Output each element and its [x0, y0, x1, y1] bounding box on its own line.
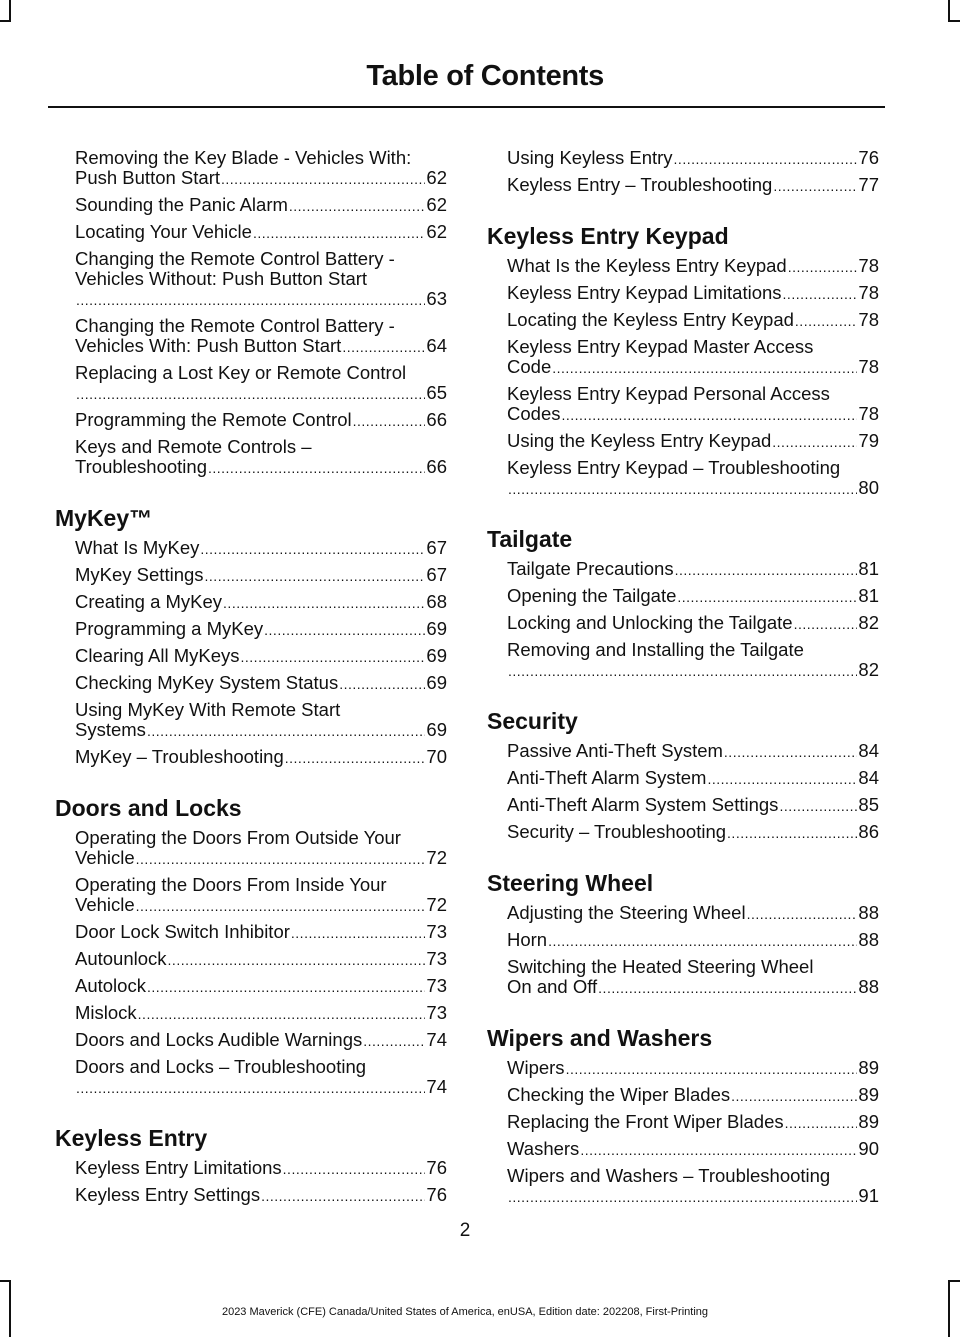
- toc-entry-label: Checking MyKey System Status: [75, 673, 339, 693]
- toc-entry-line: [75, 1030, 447, 1051]
- toc-entry[interactable]: [487, 431, 879, 452]
- dot-leader: [342, 337, 425, 357]
- dot-leader: [291, 923, 426, 943]
- toc-entry-line: [507, 1186, 879, 1207]
- toc-entry-label: Anti-Theft Alarm System: [507, 768, 707, 788]
- toc-entry[interactable]: [487, 586, 879, 607]
- toc-page-number: 76: [426, 1158, 447, 1178]
- dot-leader: [783, 284, 858, 304]
- toc-right-column: [487, 148, 879, 1213]
- dot-leader: [208, 458, 425, 478]
- toc-entry-line: [507, 1112, 879, 1133]
- toc-entry-line: [507, 1058, 879, 1079]
- toc-entry[interactable]: [55, 875, 447, 916]
- toc-entry-line: [507, 930, 879, 951]
- toc-entry-label: MyKey – Troubleshooting: [75, 747, 284, 767]
- toc-entry-title: Replacing a Lost Key or Remote Control: [75, 363, 407, 383]
- toc-entry-line: [507, 795, 879, 816]
- toc-entry[interactable]: [55, 592, 447, 613]
- dot-leader: [794, 614, 858, 634]
- toc-entry-label: Keyless Entry – Troubleshooting: [507, 175, 773, 195]
- toc-entry[interactable]: [487, 1112, 879, 1133]
- toc-page-number: 69: [426, 719, 447, 740]
- section-heading: Tailgate: [487, 526, 573, 552]
- dot-leader: [221, 169, 425, 189]
- toc-page-number: 84: [858, 768, 879, 788]
- toc-entry-line: [75, 1185, 447, 1206]
- toc-entry-line: [75, 168, 447, 189]
- toc-entry[interactable]: [487, 768, 879, 789]
- toc-entry-label: Systems: [75, 719, 146, 740]
- dot-leader: [552, 358, 857, 378]
- toc-page-number: 73: [426, 922, 447, 942]
- toc-page-number: 77: [858, 175, 879, 195]
- toc-page-number: 90: [858, 1139, 879, 1159]
- dot-leader: [147, 977, 425, 997]
- toc-entry[interactable]: [487, 283, 879, 304]
- section-heading: MyKey™: [55, 505, 153, 531]
- toc-entry-label: Washers: [507, 1139, 580, 1159]
- toc-page-number: 78: [858, 283, 879, 303]
- toc-entry-title: Operating the Doors From Outside Your: [75, 828, 401, 848]
- toc-page-number: 64: [426, 335, 447, 356]
- crop-mark: [948, 20, 960, 22]
- toc-entry-label: Code: [507, 356, 552, 377]
- toc-entry-line: [75, 538, 447, 559]
- toc-page-number: 84: [858, 741, 879, 761]
- toc-page-number: 74: [426, 1076, 447, 1097]
- toc-entry[interactable]: [487, 1166, 879, 1207]
- toc-entry-label: Adjusting the Steering Wheel: [507, 903, 746, 923]
- toc-entry-label: Opening the Tailgate: [507, 586, 677, 606]
- toc-page-number: 78: [858, 356, 879, 377]
- dot-leader: [707, 769, 857, 789]
- toc-entry[interactable]: [487, 384, 879, 425]
- toc-entry-label: What Is MyKey: [75, 538, 200, 558]
- toc-entry-label: Vehicles With: Push Button Start: [75, 335, 342, 356]
- toc-entry[interactable]: [55, 222, 447, 243]
- toc-entry-label: Mislock: [75, 1003, 137, 1023]
- toc-entry-label: Doors and Locks Audible Warnings: [75, 1030, 363, 1050]
- dot-leader: [772, 432, 857, 452]
- toc-entry-line: [75, 289, 447, 310]
- toc-entry-line: [507, 431, 879, 452]
- toc-entry-title: Changing the Remote Control Battery - Vehicles Without: Push Button Start: [75, 249, 395, 289]
- toc-entry-line: [75, 410, 447, 431]
- toc-entry-label: Replacing the Front Wiper Blades: [507, 1112, 784, 1132]
- toc-entry-label: What Is the Keyless Entry Keypad: [507, 256, 787, 276]
- dot-leader: [508, 1187, 857, 1207]
- toc-entry[interactable]: [55, 1158, 447, 1179]
- toc-page-number: 65: [426, 382, 447, 403]
- dot-leader: [200, 539, 425, 559]
- dot-leader: [76, 290, 425, 310]
- dot-leader: [147, 721, 425, 741]
- toc-entry[interactable]: [487, 795, 879, 816]
- toc-entry[interactable]: [55, 747, 447, 768]
- toc-page-number: 72: [426, 894, 447, 915]
- toc-entry-line: [75, 619, 447, 640]
- toc-page-number: 66: [426, 456, 447, 477]
- toc-entry-label: On and Off: [507, 976, 598, 997]
- toc-entry-title: Using MyKey With Remote Start: [75, 700, 341, 720]
- toc-page-number: 88: [858, 930, 879, 950]
- toc-entry[interactable]: [55, 646, 447, 667]
- toc-entry-line: [507, 903, 879, 924]
- toc-entry[interactable]: [487, 1058, 879, 1079]
- toc-entry-line: [507, 586, 879, 607]
- toc-page-number: 78: [858, 256, 879, 276]
- toc-entry-line: [75, 895, 447, 916]
- dot-leader: [168, 950, 426, 970]
- toc-entry-label: Anti-Theft Alarm System Settings: [507, 795, 779, 815]
- toc-entry-label: Vehicle: [75, 894, 135, 915]
- dot-leader: [773, 176, 857, 196]
- dot-leader: [205, 566, 426, 586]
- toc-entry-line: [75, 720, 447, 741]
- crop-mark: [948, 1280, 950, 1337]
- toc-entry-line: [75, 949, 447, 970]
- toc-page-number: 68: [426, 592, 447, 612]
- toc-entry-title: Keyless Entry Keypad Personal Access: [507, 384, 830, 404]
- toc-page-number: 76: [426, 1185, 447, 1205]
- dot-leader: [339, 674, 425, 694]
- toc-entry[interactable]: [55, 949, 447, 970]
- toc-page-number: 73: [426, 949, 447, 969]
- toc-page-number: 80: [858, 477, 879, 498]
- dot-leader: [677, 587, 857, 607]
- toc-entry-label: Security – Troubleshooting: [507, 822, 727, 842]
- toc-page-number: 82: [858, 659, 879, 680]
- toc-page-number: 81: [858, 586, 879, 606]
- toc-entry-label: Locating the Keyless Entry Keypad: [507, 310, 794, 330]
- crop-mark: [0, 20, 11, 22]
- crop-mark: [9, 0, 11, 22]
- toc-entry[interactable]: [55, 700, 447, 741]
- toc-entry-label: Wipers: [507, 1058, 565, 1078]
- toc-entry-line: [75, 565, 447, 586]
- dot-leader: [223, 593, 425, 613]
- toc-entry-line: [75, 1158, 447, 1179]
- dot-leader: [136, 896, 426, 916]
- toc-entry[interactable]: [487, 256, 879, 277]
- section-heading: Steering Wheel: [487, 870, 654, 896]
- toc-entry[interactable]: [487, 559, 879, 580]
- toc-entry-label: Sounding the Panic Alarm: [75, 195, 288, 215]
- toc-entry-label: Codes: [507, 403, 561, 424]
- toc-entry-line: [507, 559, 879, 580]
- toc-entry-title: Switching the Heated Steering Wheel: [507, 957, 814, 977]
- toc-page-number: 85: [858, 795, 879, 815]
- toc-entry-line: [507, 404, 879, 425]
- toc-entry-line: [75, 1077, 447, 1098]
- toc-entry-line: [75, 673, 447, 694]
- toc-entry-label: Keyless Entry Keypad Limitations: [507, 283, 782, 303]
- dot-leader: [731, 1086, 857, 1106]
- dot-leader: [283, 1159, 426, 1179]
- toc-entry-label: Horn: [507, 930, 548, 950]
- toc-entry-line: [507, 822, 879, 843]
- toc-entry-label: Door Lock Switch Inhibitor: [75, 922, 290, 942]
- toc-entry-line: [507, 148, 879, 169]
- toc-entry[interactable]: [55, 1057, 447, 1098]
- toc-entry-line: [507, 977, 879, 998]
- toc-page-number: 73: [426, 1003, 447, 1023]
- toc-entry-line: [507, 768, 879, 789]
- toc-entry[interactable]: [487, 148, 879, 169]
- toc-entry-line: [75, 646, 447, 667]
- toc-page-number: 88: [858, 903, 879, 923]
- dot-leader: [76, 384, 425, 404]
- dot-leader: [674, 149, 858, 169]
- toc-entry[interactable]: [55, 1030, 447, 1051]
- toc-page-number: 63: [426, 288, 447, 309]
- dot-leader: [253, 223, 425, 243]
- toc-page-number: 81: [858, 559, 879, 579]
- dot-leader: [136, 849, 426, 869]
- toc-entry[interactable]: [55, 538, 447, 559]
- dot-leader: [727, 823, 857, 843]
- toc-page-number: 72: [426, 847, 447, 868]
- toc-entry-line: [507, 357, 879, 378]
- section-heading: Wipers and Washers: [487, 1025, 713, 1051]
- toc-entry-line: [507, 1139, 879, 1160]
- toc-page-number: 62: [426, 222, 447, 242]
- toc-page-number: 78: [858, 310, 879, 330]
- toc-entry[interactable]: [55, 1185, 447, 1206]
- toc-entry-line: [507, 478, 879, 499]
- toc-entry-label: Creating a MyKey: [75, 592, 223, 612]
- toc-entry-label: Locking and Unlocking the Tailgate: [507, 613, 793, 633]
- toc-entry-line: [75, 976, 447, 997]
- toc-entry[interactable]: [55, 1003, 447, 1024]
- toc-entry-line: [507, 256, 879, 277]
- toc-entry-label: Clearing All MyKeys: [75, 646, 240, 666]
- toc-page-number: 89: [858, 1112, 879, 1132]
- toc-page-number: 78: [858, 403, 879, 424]
- toc-entry[interactable]: [55, 437, 447, 478]
- dot-leader: [264, 620, 425, 640]
- toc-entry-line: [507, 175, 879, 196]
- toc-entry-line: [75, 1003, 447, 1024]
- toc-entry[interactable]: [55, 195, 447, 216]
- toc-entry[interactable]: [487, 741, 879, 762]
- toc-entry-label: Programming a MyKey: [75, 619, 264, 639]
- toc-entry-line: [507, 613, 879, 634]
- toc-left-column: [55, 148, 447, 1212]
- toc-entry-line: [75, 383, 447, 404]
- toc-entry[interactable]: [487, 458, 879, 499]
- toc-page-number: 88: [858, 976, 879, 997]
- toc-page-number: 74: [426, 1030, 447, 1050]
- dot-leader: [261, 1186, 425, 1206]
- toc-entry[interactable]: [55, 410, 447, 431]
- toc-entry[interactable]: [55, 249, 447, 310]
- header-rule: [48, 106, 885, 108]
- toc-entry-label: MyKey Settings: [75, 565, 204, 585]
- toc-page-number: 89: [858, 1058, 879, 1078]
- dot-leader: [508, 479, 857, 499]
- dot-leader: [138, 1004, 426, 1024]
- crop-mark: [0, 1280, 11, 1282]
- toc-page-number: 76: [858, 148, 879, 168]
- toc-entry-label: Checking the Wiper Blades: [507, 1085, 731, 1105]
- toc-page-number: 67: [426, 538, 447, 558]
- toc-entry[interactable]: [487, 822, 879, 843]
- toc-entry-line: [507, 310, 879, 331]
- toc-entry-line: [75, 922, 447, 943]
- toc-entry-title: Doors and Locks – Troubleshooting: [75, 1057, 367, 1077]
- edition-footer: 2023 Maverick (CFE) Canada/United States of America, enUSA, Edition date: 202208, First-Printing: [221, 1306, 709, 1318]
- toc-entry-label: Vehicle: [75, 847, 135, 868]
- toc-page-number: 86: [858, 822, 879, 842]
- toc-entry-title: Changing the Remote Control Battery -: [75, 316, 395, 336]
- toc-entry[interactable]: [55, 148, 447, 189]
- dot-leader: [363, 1031, 425, 1051]
- dot-leader: [241, 647, 426, 667]
- toc-page-number: 69: [426, 673, 447, 693]
- dot-leader: [724, 742, 858, 762]
- dot-leader: [747, 904, 858, 924]
- dot-leader: [285, 748, 426, 768]
- dot-leader: [598, 978, 857, 998]
- toc-page-number: 89: [858, 1085, 879, 1105]
- toc-entry-line: [75, 222, 447, 243]
- toc-entry[interactable]: [487, 903, 879, 924]
- toc-entry-label: Passive Anti-Theft System: [507, 741, 723, 761]
- toc-entry-title: Removing and Installing the Tailgate: [507, 640, 804, 660]
- toc-entry-title: Keyless Entry Keypad – Troubleshooting: [507, 458, 841, 478]
- toc-page-number: 79: [858, 431, 879, 451]
- toc-entry[interactable]: [487, 1085, 879, 1106]
- toc-entry-line: [75, 457, 447, 478]
- toc-entry[interactable]: [487, 1139, 879, 1160]
- toc-entry-line: [507, 660, 879, 681]
- toc-entry[interactable]: [55, 828, 447, 869]
- toc-entry-line: [75, 336, 447, 357]
- toc-entry[interactable]: [487, 640, 879, 681]
- toc-entry-title: Keyless Entry Keypad Master Access: [507, 337, 814, 357]
- dot-leader: [508, 661, 857, 681]
- toc-entry-line: [75, 592, 447, 613]
- dot-leader: [548, 931, 857, 951]
- toc-entry[interactable]: [487, 175, 879, 196]
- toc-entry-title: Keys and Remote Controls –: [75, 437, 312, 457]
- toc-page-number: 91: [858, 1185, 879, 1206]
- toc-entry-label: Keyless Entry Limitations: [75, 1158, 282, 1178]
- page-number: 2: [459, 1220, 471, 1241]
- toc-entry-label: Troubleshooting: [75, 456, 207, 477]
- toc-page-number: 82: [858, 613, 879, 633]
- toc-entry[interactable]: [55, 619, 447, 640]
- crop-mark: [948, 0, 950, 22]
- section-heading: Keyless Entry: [55, 1125, 208, 1151]
- toc-entry-line: [75, 195, 447, 216]
- toc-entry-line: [507, 741, 879, 762]
- dot-leader: [561, 405, 857, 425]
- toc-entry[interactable]: [55, 976, 447, 997]
- toc-page-number: 69: [426, 619, 447, 639]
- toc-entry-line: [75, 747, 447, 768]
- dot-leader: [289, 196, 426, 216]
- dot-leader: [779, 796, 857, 816]
- toc-entry-line: [75, 848, 447, 869]
- dot-leader: [76, 1078, 425, 1098]
- dot-leader: [675, 560, 858, 580]
- toc-page-number: 69: [426, 646, 447, 666]
- toc-entry[interactable]: [487, 930, 879, 951]
- section-heading: Security: [487, 708, 578, 734]
- toc-entry-label: Push Button Start: [75, 167, 221, 188]
- toc-entry-label: Autounlock: [75, 949, 167, 969]
- toc-entry-label: Autolock: [75, 976, 146, 996]
- toc-entry[interactable]: [55, 363, 447, 404]
- toc-page-number: 62: [426, 195, 447, 215]
- toc-entry-line: [507, 283, 879, 304]
- toc-entry[interactable]: [55, 565, 447, 586]
- toc-entry[interactable]: [55, 316, 447, 357]
- dot-leader: [788, 257, 858, 277]
- toc-entry-label: Keyless Entry Settings: [75, 1185, 261, 1205]
- toc-entry[interactable]: [487, 957, 879, 998]
- toc-entry[interactable]: [487, 337, 879, 378]
- toc-entry-title: Removing the Key Blade - Vehicles With:: [75, 148, 412, 168]
- toc-entry-label: Using Keyless Entry: [507, 148, 673, 168]
- toc-entry-label: Tailgate Precautions: [507, 559, 674, 579]
- section-heading: Keyless Entry Keypad: [487, 223, 729, 249]
- toc-page-number: 73: [426, 976, 447, 996]
- toc-entry-label: Programming the Remote Control: [75, 410, 352, 430]
- toc-entry-title: Operating the Doors From Inside Your: [75, 875, 387, 895]
- toc-entry[interactable]: [487, 310, 879, 331]
- toc-entry[interactable]: [55, 922, 447, 943]
- dot-leader: [566, 1059, 858, 1079]
- toc-page-number: 67: [426, 565, 447, 585]
- toc-entry-label: Locating Your Vehicle: [75, 222, 252, 242]
- crop-mark: [948, 1280, 960, 1282]
- toc-entry-label: Using the Keyless Entry Keypad: [507, 431, 772, 451]
- toc-entry-line: [507, 1085, 879, 1106]
- toc-entry-title: Wipers and Washers – Troubleshooting: [507, 1166, 831, 1186]
- section-heading: Doors and Locks: [55, 795, 242, 821]
- dot-leader: [795, 311, 858, 331]
- dot-leader: [580, 1140, 857, 1160]
- page-title: Table of Contents: [366, 60, 604, 92]
- dot-leader: [353, 411, 426, 431]
- toc-entry[interactable]: [487, 613, 879, 634]
- dot-leader: [785, 1113, 858, 1133]
- toc-page-number: 62: [426, 167, 447, 188]
- toc-page-number: 66: [426, 410, 447, 430]
- toc-page-number: 70: [426, 747, 447, 767]
- toc-entry[interactable]: [55, 673, 447, 694]
